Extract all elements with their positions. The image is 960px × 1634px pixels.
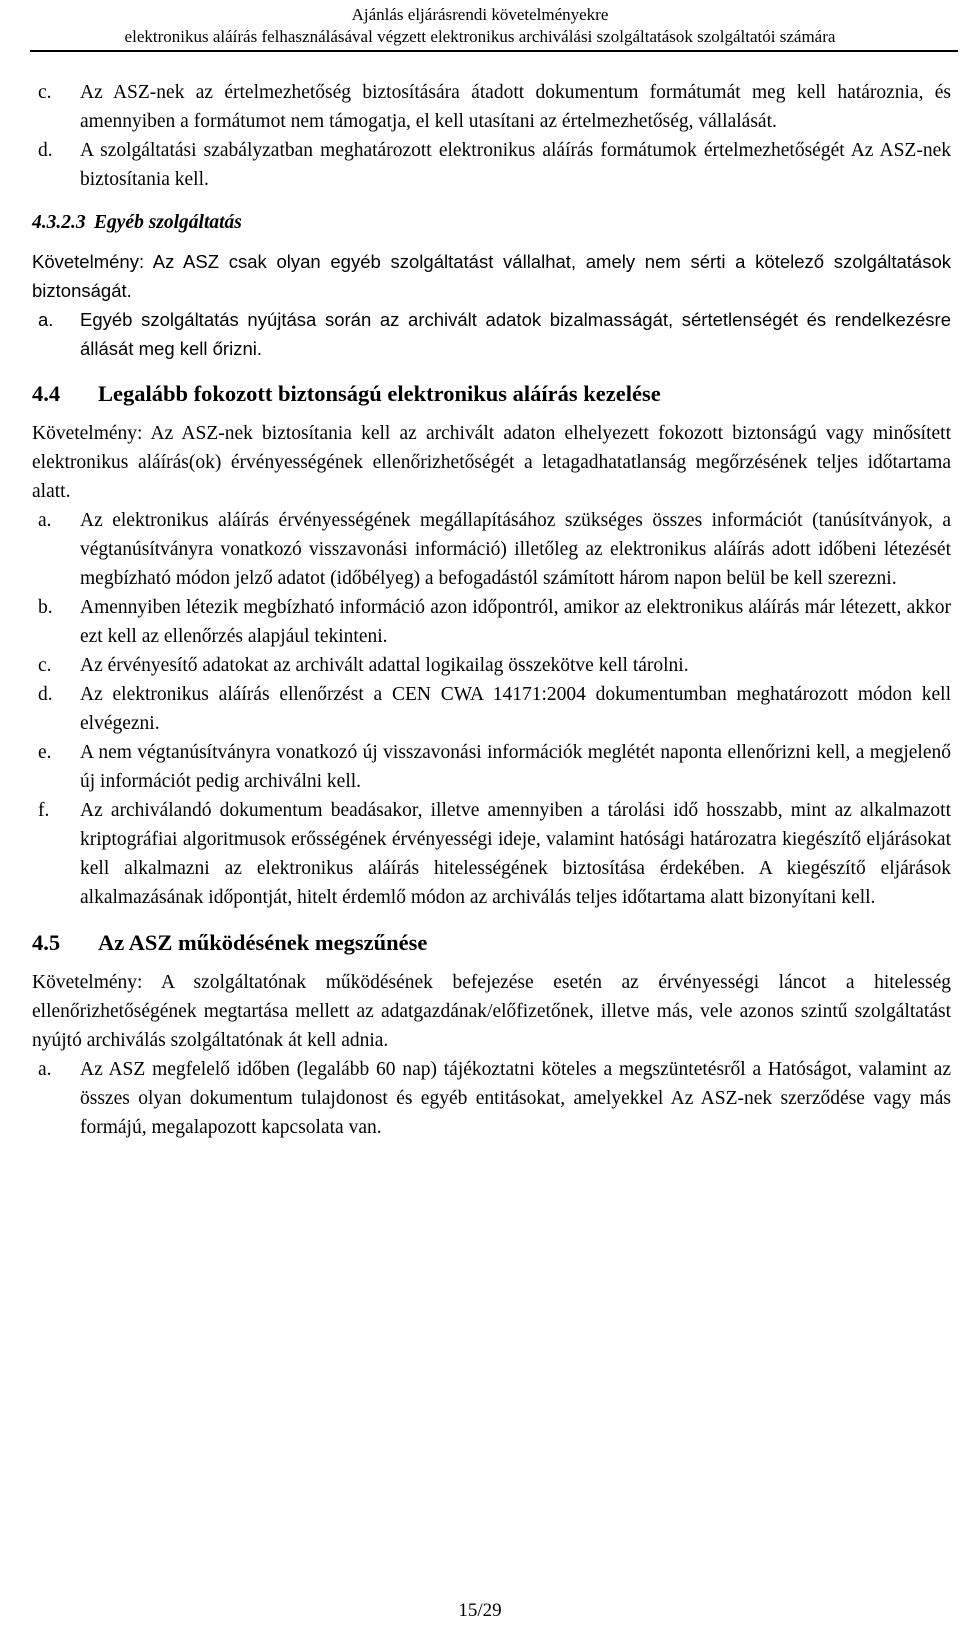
- list-item: [32, 78, 951, 136]
- list-item: [32, 651, 951, 680]
- header-title: Ajánlás eljárásrendi követelményekre: [351, 5, 609, 24]
- list-item: [32, 738, 951, 796]
- page-content: [32, 78, 951, 1142]
- section-title: Egyéb szolgáltatás: [94, 212, 242, 233]
- item-text: A szolgáltatási szabályzatban meghatározott elektronikus aláírás formátumok értelmezhetőségét Az ASZ-nek biztosítania kell.: [80, 140, 951, 190]
- page-number: 15/29: [458, 1600, 502, 1621]
- section-heading-4-4: [32, 379, 951, 409]
- item-text: A nem végtanúsítványra vonatkozó új visszavonási információk meglétét naponta ellenőrizni kell, a megjelenő új információt pedig archiválni kell.: [80, 742, 951, 792]
- item-text: Az ASZ megfelelő időben (legalább 60 nap) tájékoztatni köteles a megszüntetésről a Hatóságot, valamint az összes olyan dokumentum tulajdonost és egyéb entitásokat, amelyekkel Az ASZ-nek szerződése vagy más formájú, megalapozott kapcsolata van.: [80, 1059, 951, 1138]
- item-label: a.: [38, 1059, 52, 1080]
- running-header: [0, 4, 960, 48]
- section-number: 4.5: [32, 930, 61, 955]
- header-rule: [30, 50, 958, 52]
- item-label: c.: [38, 655, 52, 676]
- item-label: a.: [38, 510, 52, 531]
- list-item: [32, 136, 951, 194]
- list-item: [32, 506, 951, 593]
- section-number: 4.4: [32, 381, 61, 406]
- item-text: Az ASZ-nek az értelmezhetőség biztosítására átadott dokumentum formátumát meg kell határoznia, és amennyiben a formátumot nem támogatja, el kell utasítani az értelmezhetőség, vállalását.: [80, 82, 951, 132]
- requirement-text: Követelmény: Az ASZ csak olyan egyéb szolgáltatást vállalhat, amely nem sérti a kötelező szolgáltatások biztonságát.: [32, 251, 951, 301]
- list-item: [32, 1055, 951, 1142]
- section-title: Legalább fokozott biztonságú elektronikus aláírás kezelése: [98, 381, 661, 406]
- item-label: c.: [38, 82, 52, 103]
- item-label: d.: [38, 684, 53, 705]
- list-item: [32, 680, 951, 738]
- section-heading-4-3-2-3: [32, 208, 951, 237]
- item-label: a.: [38, 309, 54, 330]
- requirement-text: Követelmény: A szolgáltatónak működésének befejezése esetén az érvényességi láncot a hitelesség ellenőrizhetőségének megtartása mellett az adatgazdának/előfizetőnek, illetve más, vele azonos szintű szolgáltatást nyújtó archiválás szolgáltatónak át kell adnia.: [32, 972, 951, 1051]
- item-label: e.: [38, 742, 52, 763]
- item-text: Az archiválandó dokumentum beadásakor, illetve amennyiben a tárolási idő hosszabb, mint az alkalmazott kriptográfiai algoritmusok erősségének érvényességi ideje, valamint hatósági határozatra kiegészítő eljárásokat kell alkalmazni az elektronikus aláírás hitelességének biztosítása érdekében. A kiegészítő eljárások alkalmazásának időpontját, hitelt érdemlő módon az archiválás teljes időtartama alatt bizonyítani kell.: [80, 800, 951, 908]
- item-text: Amennyiben létezik megbízható információ azon időpontról, amikor az elektronikus aláírás már létezett, akkor ezt kell az ellenőrzés alapjául tekinteni.: [80, 597, 951, 647]
- item-label: b.: [38, 597, 53, 618]
- item-label: f.: [38, 800, 50, 821]
- requirement-text: Követelmény: Az ASZ-nek biztosítania kell az archivált adaton elhelyezett fokozott biztonságú vagy minősített elektronikus aláírás(ok) érvényességének ellenőrizhetőségét a letagadhatatlanság megőrzésének teljes időtartama alatt.: [32, 423, 951, 502]
- header-subtitle: elektronikus aláírás felhasználásával végzett elektronikus archiválási szolgáltatások szolgáltatói számára: [124, 27, 836, 46]
- section-number: 4.3.2.3: [32, 212, 86, 233]
- section-title: Az ASZ működésének megszűnése: [98, 930, 428, 955]
- list-item: [32, 305, 951, 363]
- list-item: [32, 796, 951, 912]
- item-label: d.: [38, 140, 53, 161]
- item-text: Az elektronikus aláírás ellenőrzést a CEN CWA 14171:2004 dokumentumban meghatározott módon kell elvégezni.: [80, 684, 951, 734]
- section-heading-4-5: [32, 928, 951, 958]
- item-text: Az érvényesítő adatokat az archivált adattal logikailag összekötve kell tárolni.: [80, 655, 689, 676]
- list-item: [32, 593, 951, 651]
- item-text: Az elektronikus aláírás érvényességének megállapításához szükséges összes információt (tanúsítványok, a végtanúsítványra vonatkozó visszavonási információ) illetőleg az elektronikus aláírás adott időbeni létezését megbízható módon jelző adatot (időbélyeg) a befogadástól számított három napon belül be kell szerezni.: [80, 510, 951, 589]
- item-text: Egyéb szolgáltatás nyújtása során az archivált adatok bizalmasságát, sértetlenségét és rendelkezésre állását meg kell őrizni.: [80, 309, 951, 359]
